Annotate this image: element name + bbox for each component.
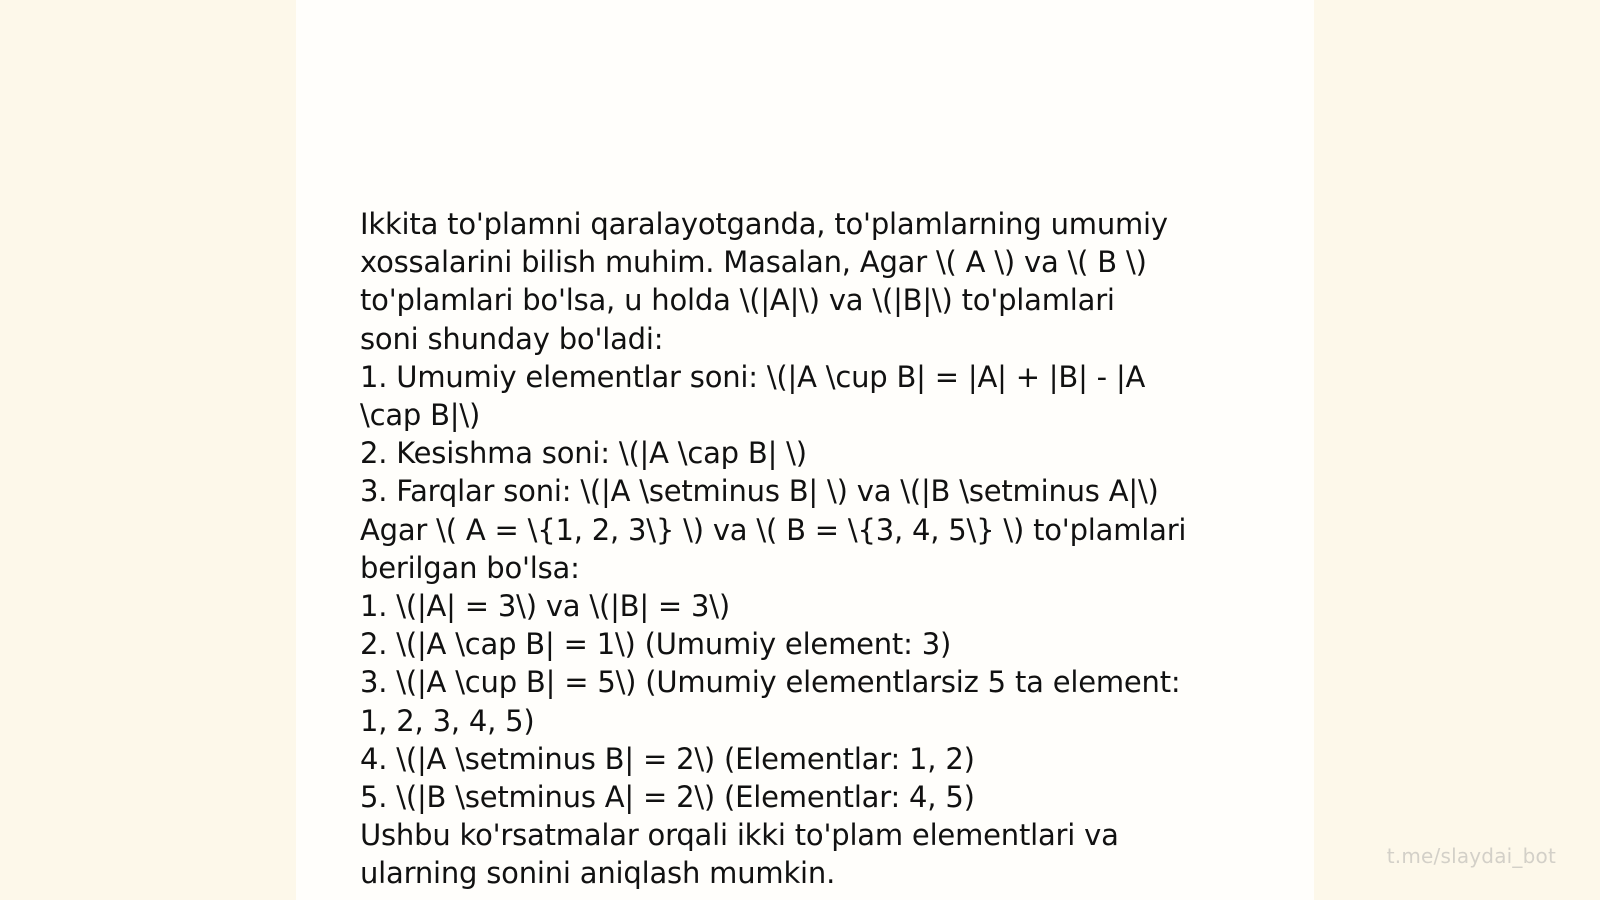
text-line: 4. \(|A \setminus B| = 2\) (Elementlar: 1, 2) (360, 741, 975, 776)
watermark: t.me/slaydai_bot (1386, 844, 1556, 868)
text-line: ularning sonini aniqlash mumkin. (360, 856, 836, 891)
text-line: xossalarini bilish muhim. Masalan, Agar \( A \) va \( B \) (360, 245, 1147, 280)
slide-text-body (360, 205, 1240, 893)
text-line: 2. \(|A \cap B| = 1\) (Umumiy element: 3) (360, 627, 952, 662)
text-line: \cap B|\) (360, 398, 481, 433)
text-line: Ikkita to'plamni qaralayotganda, to'plamlarning umumiy (360, 207, 1168, 241)
text-line: to'plamlari bo'lsa, u holda \(|A|\) va \(|B|\) to'plamlari (360, 283, 1115, 318)
text-line: 1. \(|A| = 3\) va \(|B| = 3\) (360, 589, 730, 624)
text-line: 1. Umumiy elementlar soni: \(|A \cup B| = |A| + |B| - |A (360, 359, 1146, 394)
text-line: 1, 2, 3, 4, 5) (360, 703, 535, 738)
text-line: soni shunday bo'ladi: (360, 321, 664, 356)
text-line: Agar \( A = \{1, 2, 3\} \) va \( B = \{3, 4, 5\} \) to'plamlari (360, 512, 1187, 547)
text-line: berilgan bo'lsa: (360, 550, 580, 585)
text-line: 2. Kesishma soni: \(|A \cap B| \) (360, 436, 807, 471)
text-line: 5. \(|B \setminus A| = 2\) (Elementlar: 4, 5) (360, 780, 975, 815)
text-line: 3. \(|A \cup B| = 5\) (Umumiy elementlarsiz 5 ta element: (360, 665, 1181, 700)
text-line: Ushbu ko'rsatmalar orqali ikki to'plam elementlari va (360, 818, 1119, 853)
text-line: 3. Farqlar soni: \(|A \setminus B| \) va \(|B \setminus A|\) (360, 474, 1159, 509)
